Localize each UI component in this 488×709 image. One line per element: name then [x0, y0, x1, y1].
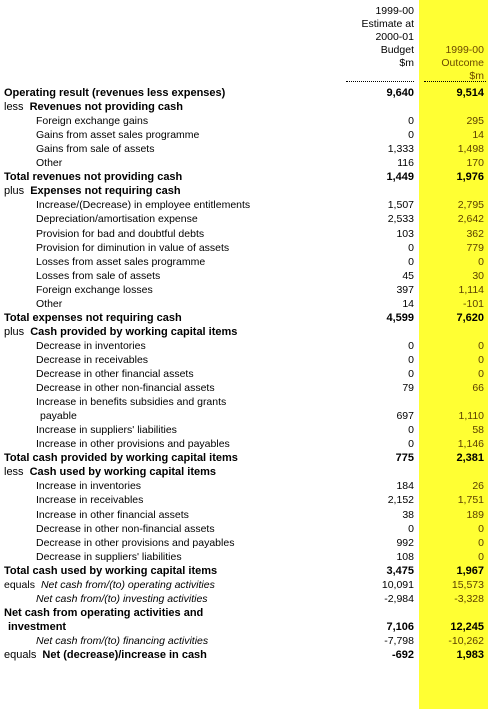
row-label-text: Other — [36, 297, 63, 310]
outcome-value: 15,573 — [451, 578, 484, 591]
table-row — [0, 283, 488, 297]
row-label — [4, 100, 183, 114]
row-label-text: Foreign exchange gains — [36, 115, 149, 128]
outcome-value: 14 — [472, 129, 484, 142]
budget-value: 3,475 — [386, 564, 414, 577]
row-label — [4, 184, 181, 198]
table-row — [0, 367, 488, 381]
row-label — [36, 522, 215, 536]
row-label-text: Cash provided by working capital items — [30, 325, 238, 338]
row-label — [36, 493, 143, 507]
row-label-text: Net cash from/(to) financing activities — [36, 634, 209, 647]
outcome-value: -101 — [462, 297, 484, 310]
row-label — [36, 508, 189, 522]
header-budget-line: 2000-01 — [375, 31, 414, 43]
row-prefix: equals — [4, 649, 37, 661]
row-label — [4, 311, 182, 325]
row-label-text: payable — [40, 410, 77, 423]
budget-value: 0 — [408, 339, 414, 352]
row-label-text: Increase in suppliers' liabilities — [36, 424, 177, 437]
table-row — [0, 578, 488, 592]
row-label — [36, 634, 208, 648]
row-label-text: Cash used by working capital items — [29, 466, 217, 479]
row-label — [36, 227, 204, 241]
budget-value: -692 — [391, 649, 414, 661]
budget-value: 1,507 — [387, 199, 414, 212]
row-label — [36, 297, 62, 311]
row-label — [4, 451, 238, 465]
row-label — [4, 325, 237, 339]
row-label — [36, 283, 153, 297]
row-label — [36, 198, 250, 212]
budget-value: 992 — [396, 536, 414, 549]
row-label — [36, 479, 141, 493]
outcome-value: 9,514 — [456, 87, 484, 99]
row-label — [36, 114, 148, 128]
row-label — [36, 255, 205, 269]
outcome-value: 295 — [466, 115, 484, 128]
row-prefix: less — [4, 101, 24, 114]
budget-value: 1,333 — [387, 143, 414, 156]
outcome-value: 7,620 — [456, 311, 484, 324]
budget-value: 10,091 — [381, 578, 414, 591]
row-prefix: plus — [4, 185, 25, 198]
budget-value: 7,106 — [386, 620, 414, 633]
outcome-value: 58 — [472, 424, 484, 437]
outcome-value: 1,967 — [456, 564, 484, 577]
row-label-text: Total revenues not providing cash — [4, 171, 183, 184]
budget-value: 184 — [396, 480, 414, 493]
outcome-value: 0 — [478, 536, 484, 549]
table-row — [0, 493, 488, 507]
header-budget-line: $m — [399, 57, 414, 69]
row-label-text: Increase in receivables — [36, 494, 144, 507]
row-label — [36, 592, 208, 606]
row-label — [36, 395, 226, 409]
row-label-text: investment — [8, 620, 67, 633]
table-row — [0, 227, 488, 241]
budget-value: -7,798 — [384, 634, 414, 647]
outcome-value: 66 — [472, 382, 484, 395]
outcome-value: 1,976 — [456, 171, 484, 184]
table-row — [0, 114, 488, 128]
row-label — [4, 578, 215, 592]
row-label-text: Increase in other financial assets — [36, 508, 189, 521]
table-row — [0, 648, 488, 662]
table-row — [0, 297, 488, 311]
outcome-value: -3,328 — [454, 592, 484, 605]
budget-value: 108 — [396, 550, 414, 563]
budget-value: 9,640 — [386, 87, 414, 99]
row-label-text: Revenues not providing cash — [29, 101, 183, 114]
table-row — [0, 241, 488, 255]
budget-value: 775 — [395, 452, 414, 465]
table-row — [0, 536, 488, 550]
outcome-value: 189 — [466, 508, 484, 521]
row-label — [4, 86, 225, 100]
table-row — [0, 170, 488, 184]
row-label — [4, 648, 207, 662]
table-row — [0, 184, 488, 198]
outcome-value: 2,795 — [457, 199, 484, 212]
outcome-value: 170 — [466, 157, 484, 170]
row-label-text: Expenses not requiring cash — [30, 185, 181, 198]
budget-value: 0 — [408, 522, 414, 535]
header-budget-estimate — [330, 5, 414, 85]
row-label-text: Decrease in inventories — [36, 339, 146, 352]
budget-value: -2,984 — [384, 592, 414, 605]
table-row — [0, 269, 488, 283]
table-row — [0, 395, 488, 409]
budget-value: 0 — [408, 353, 414, 366]
budget-value: 0 — [408, 438, 414, 451]
table-row — [0, 353, 488, 367]
table-row — [0, 606, 488, 620]
table-row — [0, 311, 488, 325]
table-row — [0, 128, 488, 142]
outcome-value: 779 — [466, 241, 484, 254]
budget-value: 0 — [408, 115, 414, 128]
outcome-value: 1,498 — [457, 143, 484, 156]
row-label — [36, 212, 198, 226]
budget-value: 0 — [408, 255, 414, 268]
row-label-text: Total expenses not requiring cash — [4, 311, 182, 324]
row-label-text: Decrease in other financial assets — [36, 368, 194, 380]
row-label-text: Decrease in receivables — [36, 353, 149, 366]
row-label-text: Total cash provided by working capital items — [4, 452, 238, 465]
row-label-text: Net cash from/(to) operating activities — [40, 578, 215, 591]
outcome-value: 0 — [478, 368, 484, 380]
table-row — [0, 409, 488, 423]
table-row — [0, 620, 488, 634]
table-row — [0, 156, 488, 170]
row-label — [36, 381, 215, 395]
row-label — [36, 339, 146, 353]
table-row — [0, 479, 488, 493]
table-row — [0, 255, 488, 269]
row-label — [36, 156, 62, 170]
header-outcome-line: Outcome — [441, 57, 484, 69]
row-label-text: Net (decrease)/increase in cash — [42, 649, 207, 661]
header-budget-line: Estimate at — [361, 18, 414, 30]
table-row — [0, 564, 488, 578]
budget-value: 4,599 — [386, 311, 414, 324]
outcome-value: 2,642 — [457, 213, 484, 226]
row-label — [36, 269, 160, 283]
table-row — [0, 522, 488, 536]
outcome-value: 0 — [478, 353, 484, 366]
row-label — [8, 620, 66, 634]
outcome-value: 1,751 — [457, 494, 484, 507]
table-row — [0, 100, 488, 114]
table-row — [0, 325, 488, 339]
row-label-text: Net cash from operating activities and — [4, 606, 204, 619]
row-label-text: Foreign exchange losses — [36, 283, 153, 296]
outcome-value: 0 — [478, 339, 484, 352]
row-label-text: Increase in inventories — [36, 480, 142, 493]
row-label — [36, 423, 177, 437]
budget-value: 103 — [396, 227, 414, 240]
row-label-text: Provision for bad and doubtful debts — [36, 227, 205, 240]
budget-value: 79 — [402, 382, 414, 395]
table-row — [0, 437, 488, 451]
header-outcome-line: $m — [469, 70, 484, 82]
outcome-value: 0 — [478, 255, 484, 268]
row-label-text: Provision for diminution in value of assets — [36, 241, 230, 254]
table-row — [0, 339, 488, 353]
row-label-text: Gains from asset sales programme — [36, 129, 200, 142]
row-label — [4, 606, 203, 620]
budget-value: 2,533 — [387, 213, 414, 226]
row-label-text: Decrease in other provisions and payables — [36, 536, 235, 549]
table-row — [0, 634, 488, 648]
budget-value: 1,449 — [386, 171, 414, 184]
row-label — [4, 465, 216, 479]
outcome-value: 1,114 — [458, 283, 484, 296]
table-row — [0, 465, 488, 479]
row-label-text: Net cash from/(to) investing activities — [36, 592, 208, 605]
budget-value: 45 — [402, 269, 414, 282]
row-label — [36, 142, 154, 156]
row-label — [36, 550, 182, 564]
budget-value: 0 — [408, 368, 414, 380]
budget-value: 0 — [408, 129, 414, 142]
outcome-value: -10,262 — [448, 634, 484, 647]
row-label-text: Decrease in other non-financial assets — [36, 382, 215, 395]
outcome-value: 26 — [472, 480, 484, 493]
row-label-text: Depreciation/amortisation expense — [36, 213, 198, 226]
row-label — [4, 170, 182, 184]
table-row — [0, 198, 488, 212]
table-row — [0, 451, 488, 465]
budget-value: 2,152 — [387, 494, 414, 507]
row-label — [36, 353, 148, 367]
outcome-value: 1,110 — [458, 410, 484, 423]
table-row — [0, 592, 488, 606]
header-underline-budget — [346, 81, 414, 82]
row-label-text: Losses from sale of assets — [36, 269, 161, 282]
budget-value: 38 — [402, 508, 414, 521]
table-row — [0, 86, 488, 100]
table-row — [0, 142, 488, 156]
row-label-text: Total cash used by working capital items — [4, 564, 218, 577]
outcome-value: 2,381 — [456, 452, 484, 465]
row-label-text: Decrease in suppliers' liabilities — [36, 550, 182, 563]
outcome-value: 1,146 — [457, 438, 484, 451]
outcome-value: 12,245 — [450, 620, 484, 633]
outcome-value: 30 — [472, 269, 484, 282]
table-row — [0, 508, 488, 522]
row-label — [36, 437, 230, 451]
row-label — [36, 536, 234, 550]
table-row — [0, 212, 488, 226]
table-row — [0, 423, 488, 437]
row-label — [40, 409, 77, 423]
outcome-value: 362 — [466, 227, 484, 240]
row-prefix: plus — [4, 325, 25, 338]
table-row — [0, 381, 488, 395]
row-label — [36, 367, 194, 381]
row-prefix: less — [4, 466, 24, 479]
outcome-value: 0 — [478, 522, 484, 535]
budget-value: 0 — [408, 424, 414, 437]
header-underline-outcome — [424, 81, 486, 82]
row-prefix: equals — [4, 578, 35, 591]
header-outcome-line: 1999-00 — [445, 44, 484, 56]
outcome-value: 1,983 — [456, 649, 484, 661]
header-budget-line: 1999-00 — [375, 5, 414, 17]
outcome-value: 0 — [478, 550, 484, 563]
budget-value: 14 — [402, 297, 414, 310]
row-label-text: Operating result (revenues less expenses) — [4, 87, 226, 99]
row-label — [36, 128, 199, 142]
row-label-text: Increase in benefits subsidies and grants — [36, 396, 227, 409]
row-label-text: Decrease in other non-financial assets — [36, 522, 215, 535]
row-label — [36, 241, 229, 255]
row-label-text: Increase in other provisions and payables — [36, 438, 230, 451]
budget-value: 697 — [396, 410, 414, 423]
row-label-text: Increase/(Decrease) in employee entitlements — [36, 199, 251, 212]
row-label-text: Gains from sale of assets — [36, 143, 155, 156]
header-budget-line: Budget — [380, 44, 414, 56]
budget-value: 0 — [408, 241, 414, 254]
budget-value: 116 — [397, 157, 414, 170]
budget-value: 397 — [396, 283, 414, 296]
row-label-text: Losses from asset sales programme — [36, 255, 206, 268]
row-label — [4, 564, 217, 578]
table-row — [0, 550, 488, 564]
row-label-text: Other — [36, 157, 63, 170]
